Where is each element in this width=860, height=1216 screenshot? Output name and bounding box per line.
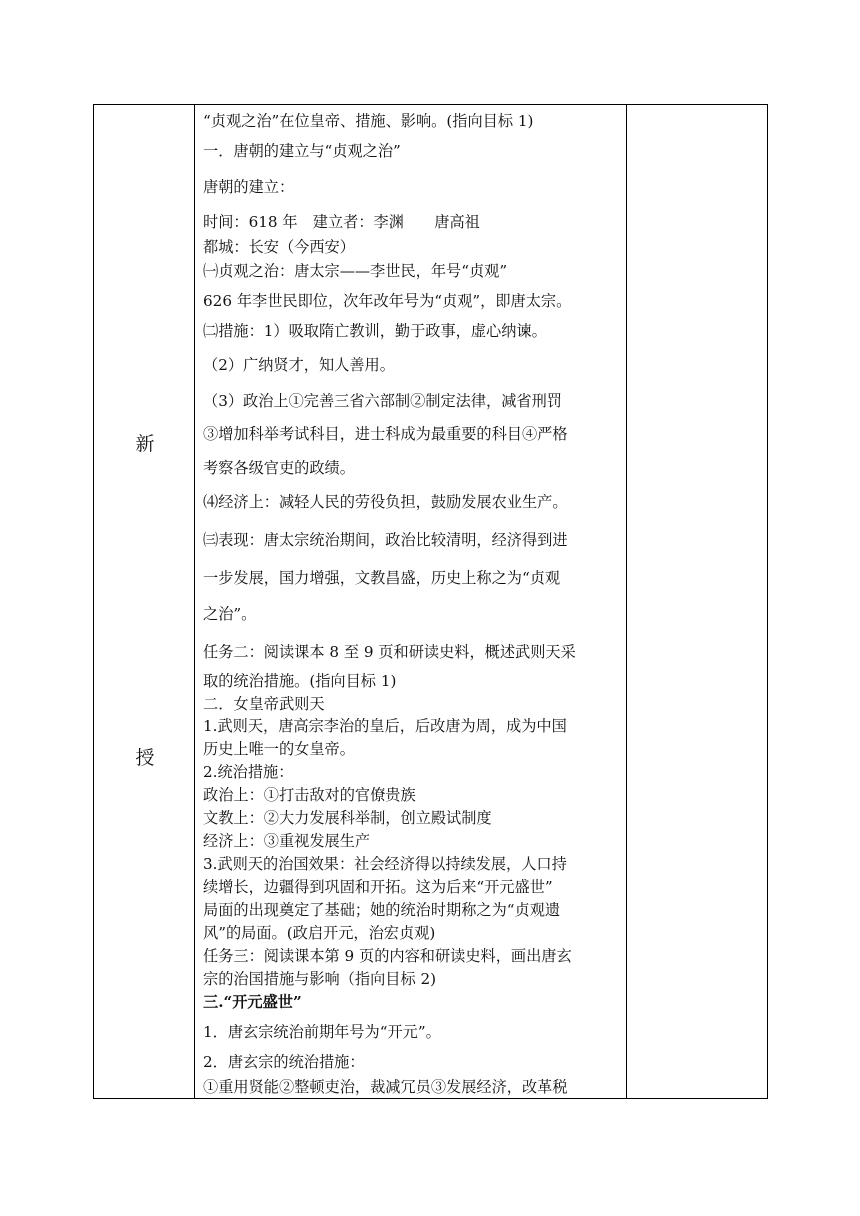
text-line: 2．唐玄宗的统治措施： (203, 1053, 365, 1071)
text-line: 任务三：阅读课本第 9 页的内容和研读史料，画出唐玄 (203, 947, 572, 965)
side-label-shou: 授 (135, 747, 155, 769)
text-line: 经济上：③重视发展生产 (203, 832, 371, 850)
column-divider (626, 105, 627, 1098)
text-line: ㈡措施：1）吸取隋亡教训，勤于政事，虚心纳谏。 (203, 322, 547, 340)
text-line: ㈢表现：唐太宗统治期间，政治比较清明，经济得到进 (203, 531, 568, 549)
text-line: 风”的局面。(政启开元，治宏贞观) (203, 924, 436, 942)
text-line: （2）广纳贤才，知人善用。 (203, 356, 395, 374)
text-line: 626 年李世民即位，次年改年号为“贞观”，即唐太宗。 (203, 292, 572, 310)
text-line: 一步发展，国力增强，文教昌盛，历史上称之为“贞观 (203, 569, 561, 587)
text-line: 政治上：①打击敌对的官僚贵族 (203, 786, 416, 804)
section-heading: 二．女皇帝武则天 (203, 695, 325, 713)
text-line: ㈠贞观之治：唐太宗——李世民，年号“贞观” (203, 262, 508, 280)
column-divider (194, 105, 195, 1098)
text-line: 时间：618 年 建立者：李渊 唐高祖 (203, 213, 480, 231)
text-line: ③增加科举考试科目，进士科成为最重要的科目④严格 (203, 425, 568, 443)
lesson-table (93, 104, 768, 1099)
content-cell (203, 105, 625, 1098)
text-line: “贞观之治”在位皇帝、措施、影响。(指向目标 1) (203, 112, 534, 130)
text-line: 1.武则天，唐高宗李治的皇后，后改唐为周，成为中国 (203, 717, 567, 735)
text-line: 历史上唯一的女皇帝。 (203, 740, 355, 758)
text-line: 宗的治国措施与影响（指向目标 2) (203, 970, 437, 988)
text-line: ①重用贤能②整顿吏治，裁减冗员③发展经济，改革税 (203, 1078, 568, 1096)
text-line: 唐朝的建立： (203, 178, 295, 196)
text-line: 任务二：阅读课本 8 至 9 页和研读史料，概述武则天采 (203, 643, 576, 661)
text-line: 局面的出现奠定了基础；她的统治时期称之为“贞观遗 (203, 901, 561, 919)
section-heading: 一．唐朝的建立与“贞观之治” (203, 142, 401, 160)
text-line: 2.统治措施： (203, 763, 294, 781)
text-line: 都城：长安（今西安） (203, 238, 355, 256)
text-line: 之治”。 (203, 605, 257, 623)
text-line: 取的统治措施。(指向目标 1) (203, 672, 397, 690)
text-line: 1．唐玄宗统治前期年号为“开元”。 (203, 1023, 441, 1041)
text-line: ⑷经济上：减轻人民的劳役负担，鼓励发展农业生产。 (203, 493, 568, 511)
text-line: 续增长，边疆得到巩固和开拓。这为后来“开元盛世” (203, 878, 553, 896)
text-line: 考察各级官吏的政绩。 (203, 459, 355, 477)
text-line: 3.武则天的治国效果：社会经济得以持续发展，人口持 (203, 855, 567, 873)
text-line: 文教上：②大力发展科举制，创立殿试制度 (203, 809, 492, 827)
section-heading: 三.“开元盛世” (203, 993, 302, 1011)
side-label-xin: 新 (135, 433, 155, 455)
text-line: （3）政治上①完善三省六部制②制定法律，减省刑罚 (203, 392, 562, 410)
